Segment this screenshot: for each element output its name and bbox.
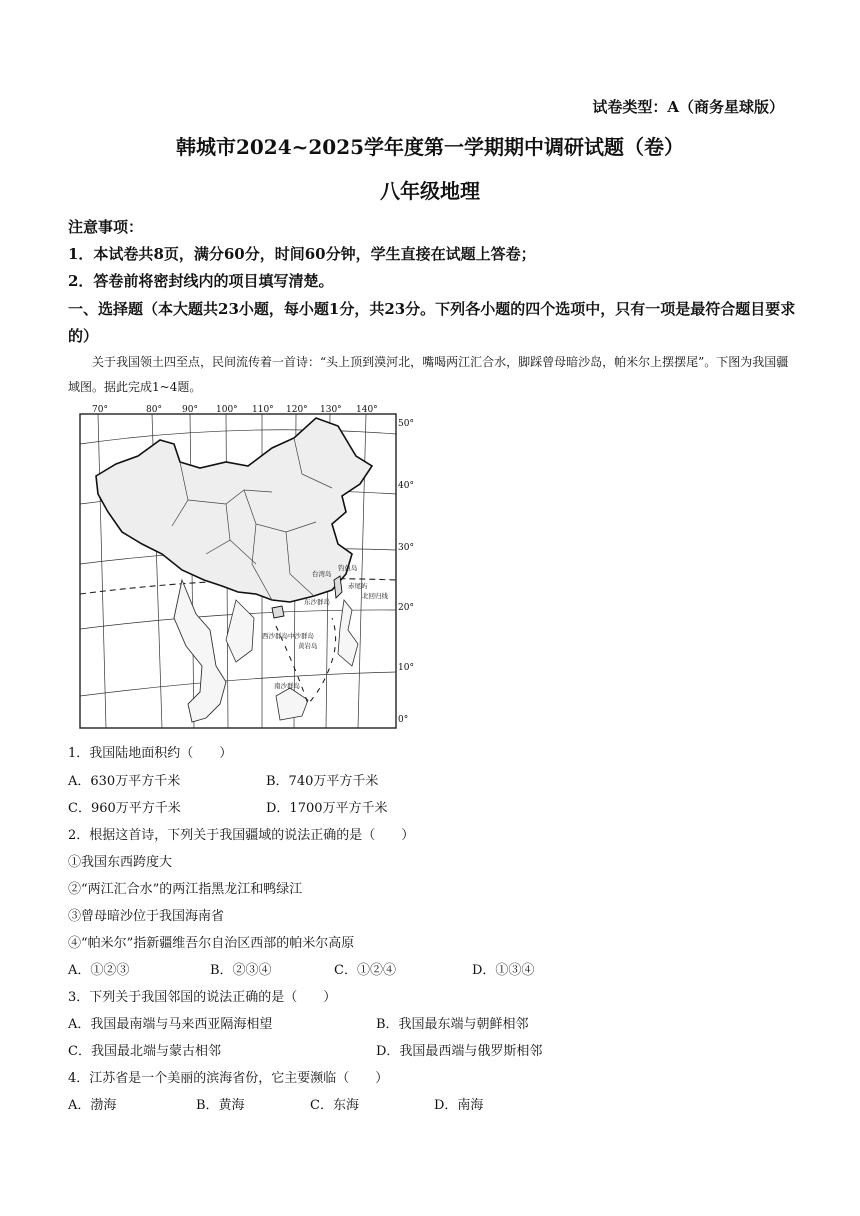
question-4-stem: 4．江苏省是一个美丽的滨海省份，它主要濒临（ ） [68,1071,389,1086]
label-xisha: 西沙群岛 [262,632,288,640]
lon-label-80: 80° [146,405,162,415]
q2-option-d: D．①③④ [472,963,535,978]
q4-option-a: A．渤海 [68,1098,117,1113]
lon-label-90: 90° [182,405,198,415]
q4-option-b: B．黄海 [196,1098,245,1113]
q1-option-c: C．960万平方千米 [68,801,181,816]
exam-title: 韩城市2024~2025学年度第一学期期中调研试题（卷） [175,135,685,159]
q3-option-c: C．我国最北端与蒙古相邻 [68,1044,221,1059]
label-zhongsha: 中沙群岛 [288,632,314,640]
lon-label-100: 100° [216,405,238,415]
label-tropic: 北回归线 [362,592,388,600]
q2-statement-2: ②“两江汇合水”的两江指黑龙江和鸭绿江 [68,882,303,897]
lat-label-20: 20° [398,603,414,613]
lon-label-110: 110° [252,405,274,415]
q4-option-d: D．南海 [434,1098,484,1113]
label-taiwan: 台湾岛 [312,570,332,578]
paper-type-label: 试卷类型：A（商务星球版） [592,98,784,116]
lon-label-70: 70° [92,405,108,415]
label-huangyan: 黄岩岛 [298,642,318,650]
label-diaoyu: 钓鱼岛 [338,564,358,572]
q1-option-a: A．630万平方千米 [68,774,181,789]
label-nansha: 南沙群岛 [274,682,300,690]
q2-statement-4: ④“帕米尔”指新疆维吾尔自治区西部的帕米尔高原 [68,936,355,951]
q2-statement-3: ③曾母暗沙位于我国海南省 [68,909,225,924]
lat-label-50: 50° [398,419,414,429]
notes-block [68,214,798,295]
notes-heading: 注意事项： [68,218,144,236]
lon-label-120: 120° [286,405,308,415]
section-heading: 一、选择题（本大题共23小题，每小题1分，共23分。下列各小题的四个选项中，只有一项是最符合题目要求的） [68,300,796,345]
lat-label-10: 10° [398,663,414,673]
exam-subject: 八年级地理 [380,179,480,203]
label-dongsha: 东沙群岛 [304,598,330,606]
q2-option-a: A．①②③ [68,963,130,978]
q1-option-b: B．740万平方千米 [266,774,379,789]
china-territory-map [76,404,420,732]
intro-paragraph: 关于我国领土四至点，民间流传着一首诗：“头上顶到漠河北，嘴喝两江汇合水，脚踩曾母暗沙岛，帕米尔上摆摆尾”。下图为我国疆域图。据此完成1~4题。 [68,355,789,394]
note-item-1: 1．本试卷共8页，满分60分，时间60分钟，学生直接在试题上答卷； [68,245,536,263]
question-2-stem: 2．根据这首诗，下列关于我国疆域的说法正确的是（ ） [68,828,415,843]
note-item-2: 2．答卷前将密封线内的项目填写清楚。 [68,272,334,290]
q3-option-a: A．我国最南端与马来西亚隔海相望 [68,1017,273,1032]
lat-label-30: 30° [398,543,414,553]
q3-option-b: B．我国最东端与朝鲜相邻 [376,1017,529,1032]
lat-label-0: 0° [398,715,409,725]
lon-label-130: 130° [320,405,342,415]
q4-option-c: C．东海 [310,1098,359,1113]
label-chiwei: 赤尾屿 [348,582,368,590]
q3-option-d: D．我国最西端与俄罗斯相邻 [376,1044,543,1059]
q2-option-b: B．②③④ [210,963,272,978]
q2-statement-1: ①我国东西跨度大 [68,855,173,870]
question-3-stem: 3．下列关于我国邻国的说法正确的是（ ） [68,990,337,1005]
q1-option-d: D．1700万平方千米 [266,801,388,816]
question-1-stem: 1．我国陆地面积约（ ） [68,746,233,761]
lon-label-140: 140° [356,405,378,415]
lat-label-40: 40° [398,481,414,491]
q2-option-c: C．①②④ [334,963,396,978]
